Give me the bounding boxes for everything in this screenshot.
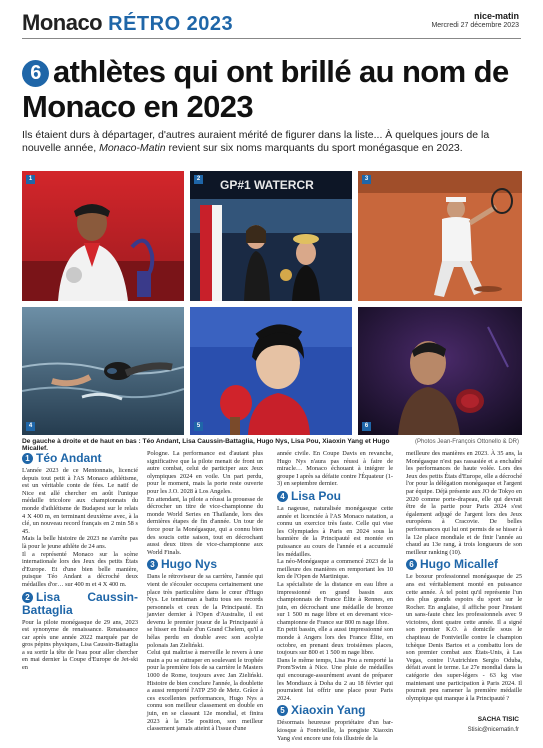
section-title [22, 10, 233, 36]
subhead-teo-andant [22, 452, 138, 465]
page-header [0, 0, 543, 40]
subhead-text: Lisa Pou [291, 488, 342, 503]
body-paragraph: La néo-Monégasque a commencé 2023 de la meilleure des manières en remportant les 10 km de l'Open de Martinique. [277, 558, 393, 581]
subhead-text: Xiaoxin Yang [291, 703, 366, 718]
body-paragraph: En petit bassin, elle a aussi impressionné son monde à Angers lors des France Élite, en octobre, en prenant deux troisièmes places, toujours sur 800 et 1 500 m nage libre. [277, 626, 393, 657]
photo-5-number: 5 [194, 422, 203, 431]
photo-hugo-nys [358, 171, 522, 301]
body-paragraph: Pologne. La performance est d'autant plus significative que la pilote menait de front un autre combat, celui de participer aux Jeux olympiques 2024 en voile. Un pari perdu, pour le moment, mais la porte reste ouverte pour les J.O. 2028 à Los Angeles. [147, 450, 263, 495]
body-paragraph: Désormais heureuse propriétaire d'un bar-kiosque à Fontvieille, la pongiste Xiaoxin Yang s'est encore une fois illustrée de la [277, 719, 393, 742]
photo-1-number: 1 [26, 175, 35, 184]
subhead-xiaoxin-yang [277, 704, 393, 717]
article-column-1 [22, 450, 138, 672]
article-column-3 [277, 450, 393, 742]
lead-part-2: revient sur six noms marquants du sport monégasque en 2023. [165, 142, 463, 154]
body-paragraph: meilleure des manières en 2023. À 35 ans, la Monégasque n'est pas rassasiée et a enchaîné les performances de haute volée. Lors des Jeux des petits États d'Europe, elle a décroché l'or pour la délégation monégasque et l'argent par équipe. Déjà présente aux JO de Tokyo en 2020 comme porte-drapeau, elle qui devrait être de la partie pour Paris 2024 s'est également adjugé de l'argent lors des Jeux européens à Cracovie. De belles performances qui lui ont permis de se hisser à la 12e place mondiale et de finir l'année au chaud au 13e rang, à trois longueurs de son meilleur ranking (10). [406, 450, 522, 556]
subhead-text: Lisa Caussin-Battaglia [22, 589, 138, 617]
article-column-4 [406, 450, 522, 702]
photo-3-image [358, 171, 522, 301]
photo-4-image [22, 307, 184, 435]
photo-6-number: 6 [362, 422, 371, 431]
body-paragraph: Le boxeur professionnel monégasque de 25 ans est véritablement monté en puissance cette année. À tel point qu'il représente l'un des plus grands espoirs du sport sur le Rocher. En anglaise, il affiche pour l'instant un sans-faute chez les professionnels avec 9 victoires, dont quatre cette année. Il a signé son premier K.O. à domicile sous le chapiteau de Fontvieille contre le champion tchèque Denis Bartos et a combattu lors de son premier combat aux États-Unis, à Las Vegas, contre l'Autrichien Sergio Oduba, défait avant le terme. Le 27e mondial dans la catégorie des super-légers - 63 kg vise maintenant une participation à Paris 2024. Il pourrait peu ramener la première médaille olympique qui manque à la Principauté ? [406, 573, 522, 702]
body-paragraph: Dans le rétroviseur de sa carrière, l'année qui vient de s'écouler occupera certainement une place très particulière dans le cœur d'Hugo Nys. Le tennisman a battu tous ses records personnels et ceux de la Principauté. En janvier dernier à l'Open d'Australie, il est devenu le premier joueur de la Principauté à se hisser en finale d'un Grand Chelem, qu'il a hélas perdu en double avec son acolyte polonais Jan Zieliński. [147, 573, 263, 649]
body-paragraph: Mais la belle histoire de 2023 ne s'arrête pas là pour le jeune athlète de 24 ans. [22, 535, 138, 550]
subhead-number: 6 [406, 559, 417, 570]
body-paragraph: Dans le même temps, Lisa Pou a remporté la Prom'Swim à Nice. Une pluie de médailles qui encourage-assurément avant de préparer les Mondiaux à Doha du 2 au 18 février qui pourraient lui offrir une place pour Paris 2024. [277, 656, 393, 702]
body-paragraph: Celui qui maîtrise à merveille le revers à une main a pu se rattraper en soulevant le trophée pour la première fois de sa carrière le Masters 1000 de Rome, toujours avec Jan Zieliński. Histoire de bien conclure l'année, la doublette a aussi remporté l'ATP 250 de Metz. Grâce à ces excellentes performances, Hugo Nys a connu son meilleur classement en double en juin, en se classant 12e mondial, et finira 2023 à la 15e position, son meilleur classement jamais atteint à l'issue d'une [147, 649, 263, 733]
photo-lisa-caussin-battaglia [190, 171, 352, 301]
svg-text:GP#1 WATERCR: GP#1 WATERCR [220, 178, 314, 192]
lead-paragraph [22, 129, 524, 155]
body-paragraph: Il a représenté Monaco sur la scène internationale lors des Jeux des petits États d'Europe. Et d'une bien belle manière, puisque Téo Andant a décroché deux médailles d'or… sur 400 m et 4 X 400 m. [22, 550, 138, 588]
newspaper-name: nice-matin [473, 11, 519, 21]
body-paragraph: année civile. En Coupe Davis en revanche, Hugo Nys n'aura pas réussi à faire de miracle… Monaco échouant à intégrer le groupe I après sa défaite contre l'Équateur (1-3) en septembre dernier. [277, 450, 393, 488]
subhead-lisa-pou [277, 490, 393, 503]
photo-2-number: 2 [194, 175, 203, 184]
photo-hugo-micallef [358, 307, 522, 435]
section-accent: RÉTRO 2023 [108, 13, 234, 35]
headline-number: 6 [22, 60, 49, 87]
photo-3-number: 3 [362, 175, 371, 184]
photo-caption: De gauche à droite et de haut en bas : Téo Andant, Lisa Caussin-Battaglia, Hugo Nys, Lisa Pou, Xiaoxin Yang et Hugo Micallef. [22, 438, 390, 452]
body-paragraph: La nageuse, naturalisée monégasque cette année et licenciée à l'AS Monaco natation, a connu un exercice très faste. Celle qui vise les Olympiades à Paris en 2024 sous la bannière de la Principauté est montée en puissance au cours de l'année et a accumulé les médailles. [277, 504, 393, 558]
photo-4-number: 4 [26, 422, 35, 431]
photo-2-image [190, 171, 352, 301]
photo-credit: (Photos Jean-François Ottonello & DR) [414, 439, 519, 445]
body-paragraph: L'année 2023 de ce Mentonnais, licencié depuis tout petit à l'AS Monaco athlétisme, est un véritable conte de fées. Le natif de Nice est allé chercher en août l'unique médaille tricolore aux championnats du monde d'athlétisme de Budapest sur le relais 4 X 400 m, en terminant deuxième avec, à la clé, un nouveau record français en 2 min 58 s 45. [22, 467, 138, 535]
headline [22, 54, 527, 124]
subhead-hugo-nys [147, 558, 263, 571]
photo-xiaoxin-yang [190, 307, 352, 435]
lead-italic: Monaco-Matin [99, 142, 166, 154]
body-paragraph: En attendant, la pilote a réussi la prouesse de décrocher un titre de vice-championne du monde World Series en Thaïlande, lors des dernières étapes de fin d'année. Un tour de force pour la Monégasque, qui a connu bien des soucis cette saison, tout en décrochant aussi deux titres de vice-championne aux World Finals. [147, 495, 263, 556]
subhead-number: 3 [147, 559, 158, 570]
header-rule [22, 38, 521, 39]
author-name: SACHA TISIC [477, 716, 519, 723]
subhead-number: 4 [277, 491, 288, 502]
author-email[interactable]: Stisic@nicematin.fr [467, 727, 519, 733]
subhead-number: 2 [22, 592, 33, 603]
subhead-number: 5 [277, 705, 288, 716]
subhead-text: Hugo Nys [161, 557, 218, 572]
lead-part-1: Ils étaient durs à départager, d'autres auraient mérité de figurer dans la liste... À quelques jours de la nouvelle année, [22, 129, 490, 154]
photo-teo-andant [22, 171, 184, 301]
subhead-text: Hugo Micallef [420, 557, 499, 572]
photo-5-image [190, 307, 352, 435]
issue-date: Mercredi 27 décembre 2023 [431, 22, 519, 29]
subhead-number: 1 [22, 453, 33, 464]
subhead-hugo-micallef [406, 558, 522, 571]
body-paragraph: Pour la pilote monégasque de 29 ans, 2023 est synonyme de renaissance. Renaissance car après une année 2022 marquée par de gros pépins physiques, Lisa Caussin-Battaglia a su sortir la tête de l'eau pour aller chercher en mai dernier la Coupe d'Europe de Jet-ski en [22, 618, 138, 672]
headline-text: athlètes qui ont brillé au nom de Monaco en 2023 [22, 54, 509, 124]
photo-6-image [358, 307, 522, 435]
subhead-text: Téo Andant [36, 451, 102, 465]
section-name: Monaco [22, 10, 103, 35]
photo-lisa-pou [22, 307, 184, 435]
body-paragraph: La spécialiste de la distance en eau libre a impressionné en grand bassin aux championnats de France Élite à Rennes, en juin, en décrochant une médaille de bronze sur 1 500 m nage libre et en devenant vice-championne de France sur 800 m nage libre. [277, 580, 393, 626]
subhead-lisa-caussin-battaglia [22, 591, 138, 617]
photo-1-image [22, 171, 184, 301]
article-column-2 [147, 450, 263, 733]
